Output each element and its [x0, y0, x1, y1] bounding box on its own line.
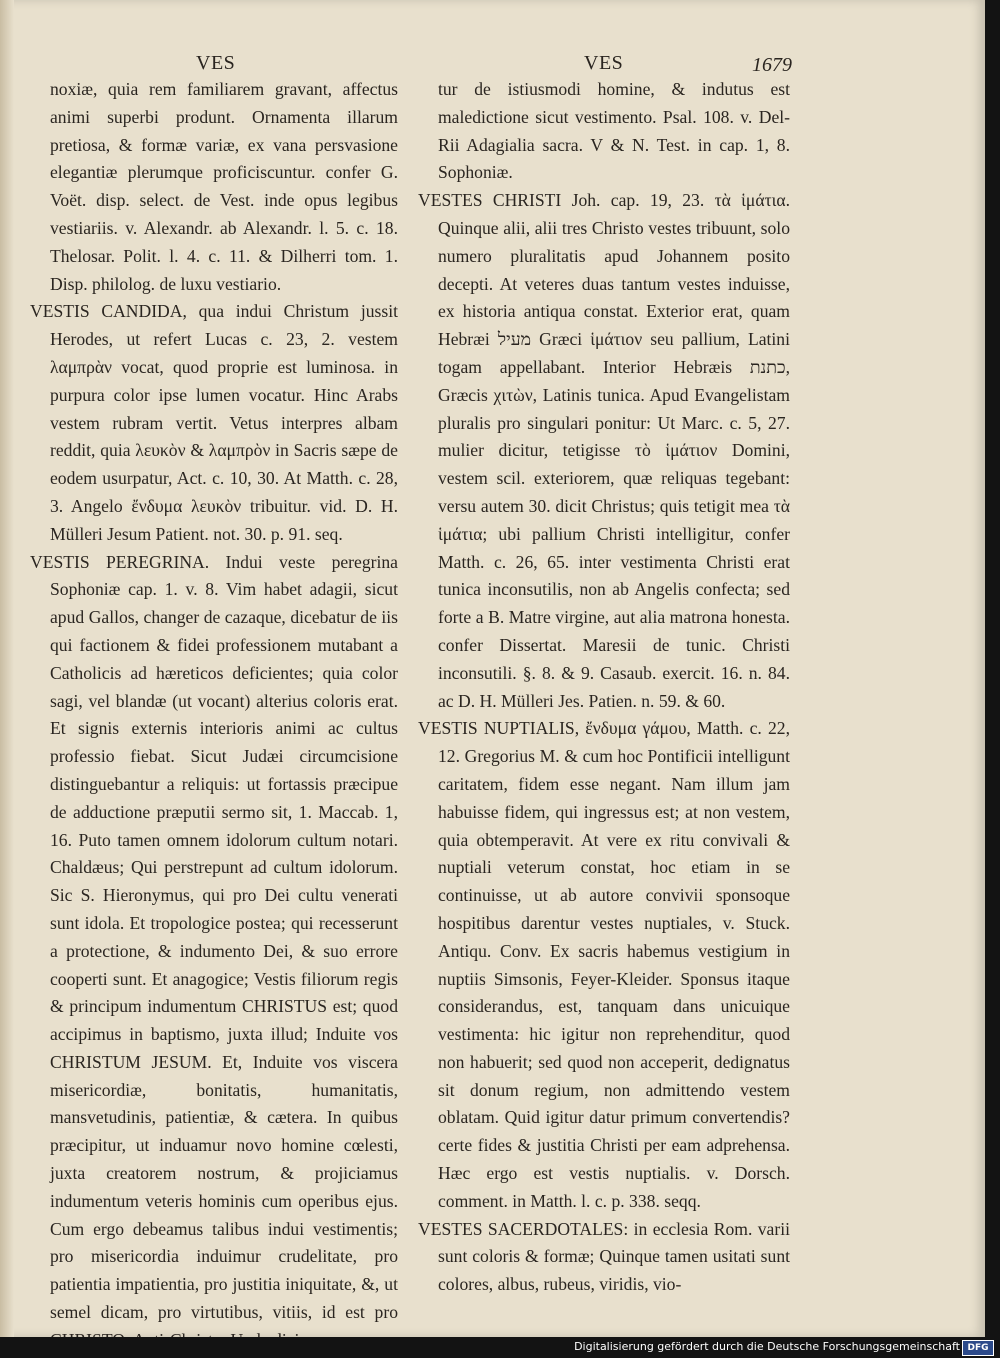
page-number: 1679 [752, 54, 792, 76]
right-continuation-paragraph: tur de istiusmodi homine, & indutus est maledictione sicut vestimento. Psal. 108. v. Del-Rii Adagialia sacra. V & N. Test. in cap. 1, 8. Sophoniæ. [438, 79, 790, 183]
left-column [30, 76, 398, 1355]
dfg-logo-icon: DFG [962, 1340, 994, 1356]
running-header-right: VES [584, 52, 624, 74]
right-column [418, 76, 790, 1299]
left-continuation-paragraph: noxiæ, quia rem familiarem gravant, affectus animi superbi produnt. Ornamenta illarum pretiosa, & formæ variæ, ex vana persvasione elegantiæ plerumque proficiscuntur. confer G. Voët. disp. select. de Vest. inde opus legibus vestiariis. v. Alexandr. ab Alexandr. l. 5. c. 18. Thelosar. Polit. l. 4. c. 11. & Dilherri tom. 1. Disp. philolog. de luxu vestiario. [50, 79, 398, 294]
entry-vestis-nuptialis: VESTIS NUPTIALIS, ἔνδυμα γάμου, Matth. c. 22, 12. Gregorius M. & cum hoc Pontificii intelligunt caritatem, fidem esse negant. Nam illum jam habuisse fidem, qui ingressus est; at non vestem, quia obtemperavit. At vere ex ritu convivali & nuptiali veterum constat, hoc etiam in se continuisse, ut ab autore convivii sponsoque hospitibus darentur vestes nuptiales, v. Stuck. Antiqu. Conv. Ex sacris habemus vestigium in nuptiis Simsonis, Feyer-Kleider. Sponsus itaque considerandus, est, tanquam dans unicuique vestimenta: hic igitur non reprehenditur, quod non habuerit; sed quod non acceperit, dedignatus sit donum regium, non admittendo vestem oblatam. Quid igitur datur primum convertendis? certe fides & justitia Christi per eam adprehensa. Hæc ergo est vestis nuptialis. v. Dorsch. comment. in Matth. l. c. p. 338. seqq. [418, 718, 790, 1211]
entry-vestes-sacerdotales: VESTES SACERDOTALES: in ecclesia Rom. varii sunt coloris & formæ; Quinque tamen usitati sunt colores, albus, rubeus, viridis, vio- [418, 1218, 790, 1295]
entry-vestis-peregrina: VESTIS PEREGRINA. Indui veste peregrina Sophoniæ cap. 1. v. 8. Vim habet adagii, sicut apud Gallos, changer de cazaque, dicebatur de iis qui factionem & fidei professionem mutabant a Catholicis ad hæreticos deficientes; quia color sagi, vel blandæ (ut vocant) alterius coloris erat. Et signis externis interioris animi ac cultus professio fiebat. Sicut Judæi circumcisione distinguebantur a reliquis: ut fortassis præcipue de adductione præputii sermo sit, 1. Maccab. 1, 16. Puto tamen omnem idolorum cultum notari. Chaldæus; Qui perstrepunt ad cultum idolorum. Sic S. Hieronymus, qui pro Dei cultu venerati sunt idola. Et tropologice postea; qui recesserunt a protectione, & indumento Dei, & suo errore cooperti sunt. Et anagogice; Vestis filiorum regis & principum indumentum CHRISTUS est; quod accipimus in baptismo, juxta illud; Induite vos CHRISTUM JESUM. Et, Induite vos viscera misericordiæ, bonitatis, humanitatis, mansvetudinis, patientiæ, & cætera. In quibus præcipitur, ut induamur novo homine cœlesti, juxta creatorem nostrum, & projiciamus indumentum veteris hominis cum operibus ejus. Cum ergo debeamus talibus indui vestimentis; pro misericordia induimur crudelitate, pro patientia impatientia, pro justitia iniquitate, &, ut semel dicam, pro virtutibus, vitiis, id est pro [30, 551, 398, 1323]
footer-bar [0, 1337, 1000, 1358]
page-spine-shadow [0, 0, 14, 1337]
funding-notice: Digitalisierung gefördert durch die Deutsche Forschungsgemeinschaft [574, 1340, 960, 1353]
entry-vestes-christi: VESTES CHRISTI Joh. cap. 19, 23. τὰ ἱμάτια. Quinque alii, alii tres Christo vestes tribuunt, solo numero pluralitatis apud Johannem posito decepti. At veteres duas tantum vestes induisse, ex historia antiqua constat. Exterior erat, quam Hebræi מעיל Græci ἱμάτιον seu pallium, Latini togam appellabant. Interior Hebræis כתנת, Græcis χιτὼν, Latinis tunica. Apud Evangelistam pluralis pro singulari ponitur: Ut Marc. c. 5, 27. mulier dicitur, tetigisse τὸ ἱμάτιον Domini, vestem scil. exteriorem, quæ reliquas tegebant: versu autem 30. dicit Christus; quis tetigit mea τὰ ἱμάτια; ubi pallium Christi intelligitur, confer Matth. c. 26, 65. inter vestimenta Christi erat tunica inconsutilis, non ab Angelis confecta; sed forte a B. Matre virgine, aut alia matrona honesta. confer Dissertat. Maresii de tunic. Christi inconsutili. §. 8. & 9. Casaub. exercit. 16. n. 84. ac D. H. Mülleri Jes. Patien. n. 59. & 60. [418, 190, 790, 711]
entry-vestis-candida: VESTIS CANDIDA, qua indui Christum jussit Herodes, ut refert Lucas c. 23, 2. vestem λαμπρὰν vocat, quod proprie est luminosa. in purpura color ipse lumen vocatur. Hinc Arabs vestem rubram vertit. Vetus interpres albam reddit, quia λευκὸν & λαμπρὸν in Sacris sæpe de eodem usurpatur, Act. c. 10, 30. At Matth. c. 28, 3. Angelo ἔνδυμα λευκὸν tribuitur. vid. D. H. Mülleri Jesum Patient. not. 30. p. 91. seq. [30, 301, 398, 544]
running-header-left: VES [196, 52, 236, 74]
